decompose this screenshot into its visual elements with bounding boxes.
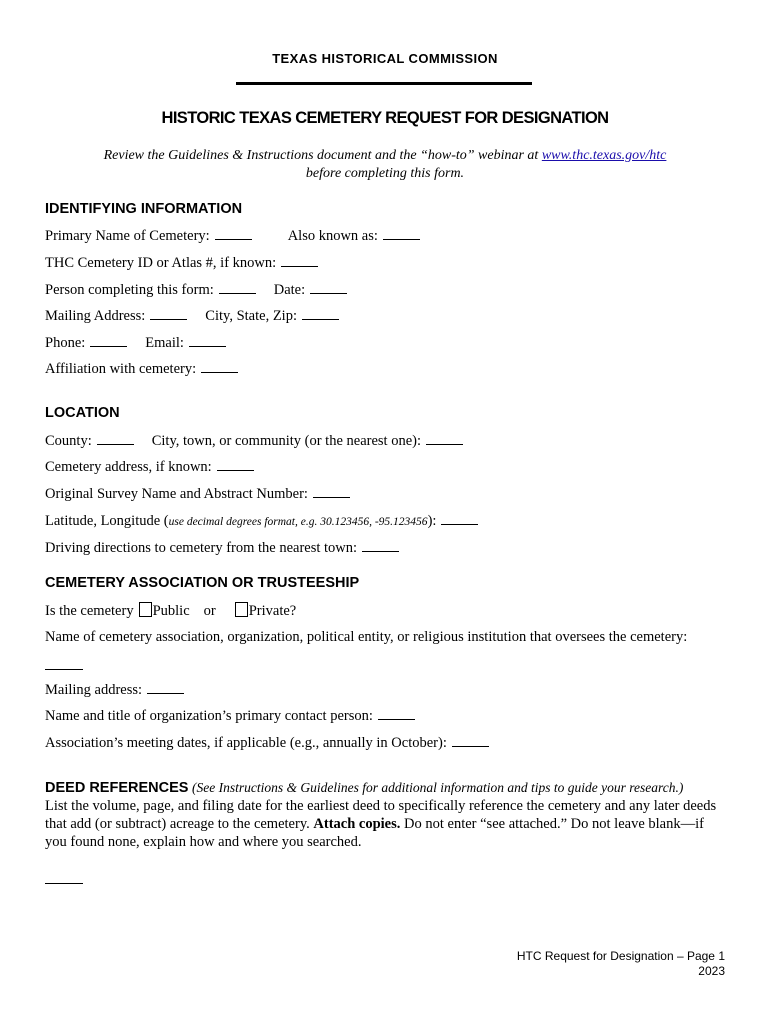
- deed-attach: Attach copies.: [313, 816, 401, 832]
- also-known-field[interactable]: [383, 238, 420, 240]
- primary-name-label: Primary Name of Cemetery:: [45, 228, 210, 244]
- date-field[interactable]: [310, 292, 347, 294]
- city-town-label: City, town, or community (or the nearest one):: [151, 433, 421, 449]
- row-latlong: [45, 513, 478, 530]
- deed-heading-note: (See Instructions & Guidelines for additional information and tips to guide your research.): [192, 780, 684, 795]
- or-label: or: [203, 603, 216, 619]
- also-known-label: Also known as:: [287, 228, 378, 244]
- affiliation-field[interactable]: [201, 371, 238, 373]
- row-survey: [45, 486, 350, 503]
- name-org-field[interactable]: [45, 668, 83, 670]
- meetings-label: Association’s meeting dates, if applicable (e.g., annually in October):: [45, 735, 447, 751]
- thc-htc-link[interactable]: www.thc.texas.gov/htc: [541, 148, 667, 163]
- directions-label: Driving directions to cemetery from the nearest town:: [45, 540, 358, 556]
- form-title: HISTORIC TEXAS CEMETERY REQUEST FOR DESIGNATION: [161, 109, 609, 127]
- footer-year: 2023: [698, 964, 725, 978]
- row-mailing: [45, 308, 339, 325]
- row-address: [45, 459, 254, 476]
- name-org-label: Name of cemetery association, organization, political entity, or religious institution that oversees the cemetery:: [45, 629, 688, 645]
- assoc-mailing-field[interactable]: [147, 692, 184, 694]
- row-name-org: [45, 629, 687, 646]
- city-town-field[interactable]: [426, 443, 463, 445]
- latlong-close: ):: [427, 513, 437, 529]
- row-contact: [45, 708, 415, 725]
- row-primary-name: [45, 228, 420, 245]
- latlong-hint: use decimal degrees format, e.g. 30.123456, -95.123456: [168, 516, 428, 528]
- cemetery-address-label: Cemetery address, if known:: [45, 459, 212, 475]
- deed-body-2: Do not enter “see attached.” Do not leave blank—if you found none, explain how and where you searched.: [45, 816, 704, 850]
- row-county: [45, 433, 463, 450]
- row-directions: [45, 540, 399, 557]
- contact-label: Name and title of organization’s primary contact person:: [45, 708, 373, 724]
- row-public-private: [45, 602, 296, 620]
- contact-field[interactable]: [378, 718, 415, 720]
- private-checkbox[interactable]: [235, 602, 248, 617]
- row-person: [45, 282, 347, 299]
- public-label: Public: [152, 603, 190, 619]
- city-state-zip-field[interactable]: [302, 318, 339, 320]
- city-state-zip-label: City, State, Zip:: [205, 308, 297, 324]
- page-footer: [517, 949, 725, 979]
- identifying-heading: IDENTIFYING INFORMATION: [45, 201, 243, 217]
- organization-name: TEXAS HISTORICAL COMMISSION: [272, 51, 498, 66]
- phone-field[interactable]: [90, 345, 127, 347]
- person-field[interactable]: [219, 292, 256, 294]
- deed-heading: DEED REFERENCES: [45, 780, 189, 796]
- email-label: Email:: [145, 335, 184, 351]
- cemetery-address-field[interactable]: [217, 469, 254, 471]
- directions-field[interactable]: [362, 550, 399, 552]
- private-label: Private?: [248, 603, 297, 619]
- deed-section: [45, 779, 725, 851]
- mailing-label: Mailing Address:: [45, 308, 146, 324]
- row-meetings: [45, 735, 489, 752]
- affiliation-label: Affiliation with cemetery:: [45, 361, 197, 377]
- meetings-field[interactable]: [452, 745, 489, 747]
- county-label: County:: [45, 433, 92, 449]
- person-label: Person completing this form:: [45, 282, 214, 298]
- county-field[interactable]: [97, 443, 134, 445]
- thc-id-field[interactable]: [281, 265, 318, 267]
- row-thc-id: [45, 255, 318, 272]
- primary-name-field[interactable]: [215, 238, 252, 240]
- intro-line-2: before completing this form.: [305, 166, 465, 181]
- association-heading: CEMETERY ASSOCIATION OR TRUSTEESHIP: [45, 575, 360, 591]
- latlong-field[interactable]: [441, 523, 478, 525]
- row-assoc-mailing: [45, 682, 184, 699]
- email-field[interactable]: [189, 345, 226, 347]
- deed-field[interactable]: [45, 882, 83, 884]
- assoc-mailing-label: Mailing address:: [45, 682, 143, 698]
- row-affiliation: [45, 361, 238, 378]
- date-label: Date:: [273, 282, 306, 298]
- phone-label: Phone:: [45, 335, 86, 351]
- deed-body-1: List the volume, page, and filing date for the earliest deed to specifically reference the cemetery and any later deeds that add (or subtract) acreage to the cemetery.: [45, 798, 717, 832]
- intro-text: Review the Guidelines & Instructions document and the “how-to” webinar at: [103, 148, 539, 163]
- latlong-label: Latitude, Longitude (: [45, 513, 169, 529]
- footer-page: HTC Request for Designation – Page 1: [516, 949, 725, 963]
- header-rule: [236, 82, 532, 85]
- thc-id-label: THC Cemetery ID or Atlas #, if known:: [45, 255, 277, 271]
- row-phone: [45, 335, 226, 352]
- survey-label: Original Survey Name and Abstract Number:: [45, 486, 308, 502]
- public-checkbox[interactable]: [139, 602, 152, 617]
- mailing-field[interactable]: [150, 318, 187, 320]
- intro-line-1: [0, 148, 770, 164]
- location-heading: LOCATION: [45, 405, 120, 421]
- is-cemetery-label: Is the cemetery: [45, 603, 134, 619]
- survey-field[interactable]: [313, 496, 350, 498]
